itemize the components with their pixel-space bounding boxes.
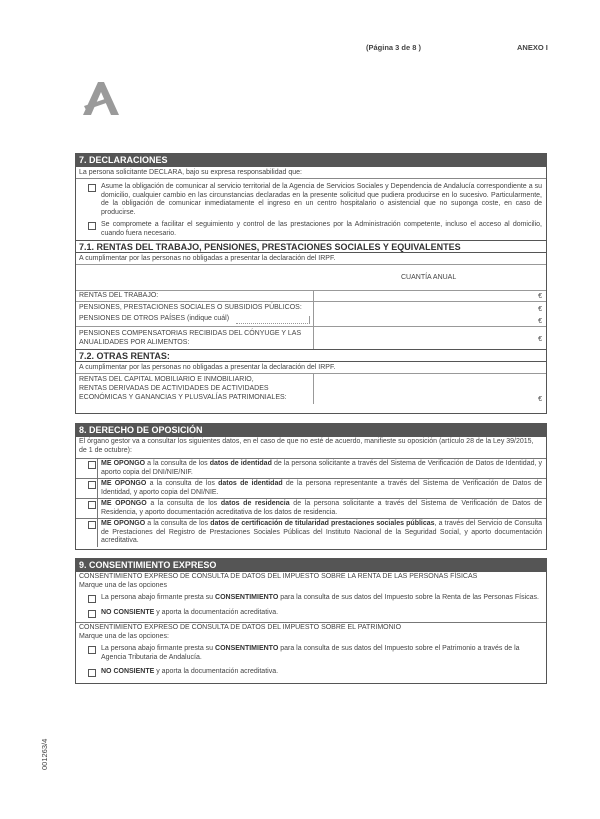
section-title: 9. CONSENTIMIENTO EXPRESO: [76, 559, 546, 572]
section-title: 8. DERECHO DE OPOSICIÓN: [76, 424, 546, 437]
consent-option: La persona abajo firmante presta su CONSENTIMIENTO para la consulta de sus datos del Impuesto sobre la Renta de las Personas Físicas.: [76, 593, 546, 604]
no-consent-option: NO CONSIENTE y aporta la documentación acreditativa.: [76, 667, 546, 678]
consent-checkbox[interactable]: [88, 646, 96, 654]
income-row: RENTAS DEL TRABAJO: €: [76, 290, 546, 301]
amount-field[interactable]: €: [313, 327, 546, 349]
no-consent-checkbox[interactable]: [88, 669, 96, 677]
opposition-item: ME OPONGO a la consulta de los datos de identidad de la persona solicitante a través del Sistema de Verificación de Datos de Identidad, y aporto copia del DNI/NIE/NIF.: [76, 459, 546, 479]
section-title: 7. DECLARACIONES: [76, 154, 546, 167]
page-header: [0, 43, 600, 55]
consent-checkbox[interactable]: [88, 595, 96, 603]
section-consentimiento: [75, 558, 547, 684]
amount-field[interactable]: €: [313, 291, 546, 301]
income-row: PENSIONES DE OTROS PAÍSES (indique cuál) €: [76, 314, 546, 326]
subsection-title: 7.2. OTRAS RENTAS:: [76, 349, 546, 362]
income-row: PENSIONES, PRESTACIONES SOCIALES O SUBSIDIOS PÚBLICOS: €: [76, 301, 546, 314]
declaration-checkbox[interactable]: [88, 222, 96, 230]
document-code: 001263/4: [40, 738, 49, 770]
income-row: RENTAS DEL CAPITAL MOBILIARIO E INMOBILIARIO, RENTAS DERIVADAS DE ACTIVIDADES DE ACTIVIDADES ECONÓMICAS Y GANANCIAS Y PLUSVALÍAS PATRIMONIALES: €: [76, 373, 546, 404]
declaration-item: Asume la obligación de comunicar al servicio territorial de la Agencia de Servicios Sociales y Dependencia de Andalucía correspondiente a su domicilio, cualquier cambio en las circunstancias declaradas en la presente solicitud que pudiera producirse en lo sucesivo. Particularmente, de la obligación de comunicar inmediatamente el ingreso en un centro hospitalario o asistencial que no suponga coste, en caso de producirse.: [76, 182, 546, 218]
opposition-item: ME OPONGO a la consulta de los datos de residencia de la persona solicitante a través del Sistema de Verificación de Datos de Residencia, y aporto documentación acreditativa de los datos de residencia.: [76, 499, 546, 519]
section-derecho-oposicion: [75, 423, 547, 550]
annual-amount-header: CUANTÍA ANUAL: [76, 264, 546, 290]
amount-field[interactable]: €: [313, 302, 546, 314]
declaration-checkbox[interactable]: [88, 184, 96, 192]
consent-option: La persona abajo firmante presta su CONSENTIMIENTO para la consulta de sus datos del Impuesto sobre el Patrimonio a través de la Agencia Tributaria de Andalucía.: [76, 644, 546, 663]
income-row: PENSIONES COMPENSATORIAS RECIBIDAS DEL CÓNYUGE Y LAS ANUALIDADES POR ALIMENTOS: €: [76, 326, 546, 349]
declaration-item: Se compromete a facilitar el seguimiento y control de las prestaciones por la Administración competente, incluso el acceso al domicilio, cuando fuera necesario.: [76, 220, 546, 239]
no-consent-option: NO CONSIENTE y aporta la documentación acreditativa.: [76, 608, 546, 621]
annex-label: ANEXO I: [517, 43, 548, 52]
consent-heading: CONSENTIMIENTO EXPRESO DE CONSULTA DE DATOS DEL IMPUESTO SOBRE EL PATRIMONIO Marque una de las opciones:: [76, 622, 546, 642]
declaration-intro: La persona solicitante DECLARA, bajo su expresa responsabilidad que:: [76, 167, 546, 179]
opposition-list: [76, 458, 546, 547]
country-field[interactable]: [236, 316, 310, 324]
amount-field[interactable]: €: [313, 314, 546, 326]
section-declaraciones: [75, 153, 547, 414]
page-number: (Página 3 de 8 ): [366, 43, 422, 52]
opposition-intro: El órgano gestor va a consultar los siguientes datos, en el caso de que no esté de acuerdo, manifieste su oposición (artículo 28 de la Ley 39/2015, de 1 de octubre):: [79, 438, 534, 454]
amount-field[interactable]: €: [313, 374, 546, 404]
opposition-item: ME OPONGO a la consulta de los datos de certificación de titularidad prestaciones sociales públicas, a través del Servicio de Consulta de Prestaciones del Registro de Prestaciones Sociales Públicas del Instituto Nacional de la Seguridad Social, y aporto documentación acreditativa.: [76, 519, 546, 547]
subsection-intro: A cumplimentar por las personas no obligadas a presentar la declaración del IRPF.: [79, 255, 336, 262]
opposition-item: ME OPONGO a la consulta de los datos de identidad de la persona representante a través del Sistema de Verificación de Datos de Identidad, y aporto copia del DNI/NIE.: [76, 479, 546, 499]
junta-andalucia-logo: [78, 80, 120, 116]
no-consent-checkbox[interactable]: [88, 610, 96, 618]
consent-heading: CONSENTIMIENTO EXPRESO DE CONSULTA DE DATOS DEL IMPUESTO SOBRE LA RENTA DE LAS PERSONAS FÍSICAS Marque una de las opciones: [79, 573, 478, 589]
subsection-title: 7.1. RENTAS DEL TRABAJO, PENSIONES, PRESTACIONES SOCIALES Y EQUIVALENTES: [76, 240, 546, 253]
subsection-intro: A cumplimentar por las personas no obligadas a presentar la declaración del IRPF.: [79, 364, 336, 371]
